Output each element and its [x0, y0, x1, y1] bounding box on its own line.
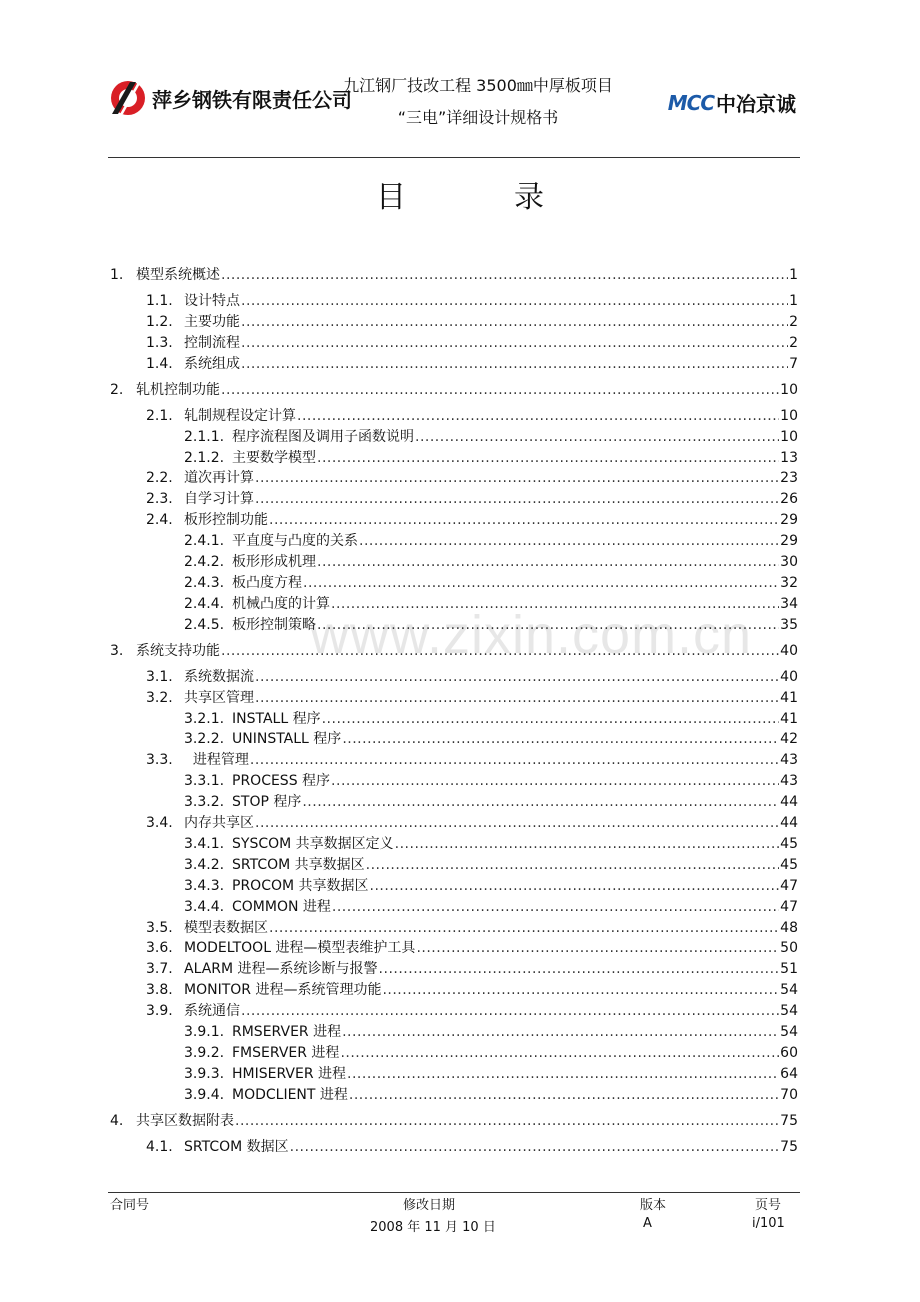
toc-dot-leader: [359, 533, 779, 549]
toc-entry[interactable]: [108, 749, 798, 769]
toc-entry-number: 3.4.4.: [184, 898, 225, 915]
mcc-logo: [668, 88, 796, 117]
toc-entry-number: 3.8.: [146, 982, 173, 999]
toc-entry-number: 1.3.: [146, 334, 173, 351]
toc-heading-char-2: 录: [514, 180, 544, 215]
toc-entry-label: 轧制规程设定计算: [184, 407, 296, 424]
toc-entry-label: MODCLIENT 进程: [232, 1086, 348, 1103]
mcc-mark: MCC: [667, 90, 714, 115]
toc-entry-number: 3.3.2.: [184, 794, 225, 811]
toc-entry-number: 3.2.1.: [184, 710, 225, 727]
toc-entry-page: 64: [780, 1065, 798, 1082]
toc-entry-page: 54: [780, 1003, 798, 1020]
toc-entry-number: 3.9.2.: [184, 1044, 225, 1061]
watermark: www.zixin.com.cn: [310, 605, 753, 665]
toc-entry-label: FMSERVER 进程: [232, 1044, 340, 1061]
toc-entry-label: 系统数据流: [184, 668, 254, 685]
toc-dot-leader: [302, 794, 779, 810]
toc-entry-number: 2.1.1.: [184, 428, 225, 445]
toc-entry-number: 3.9.3.: [184, 1065, 225, 1082]
toc-dot-leader: [347, 1066, 779, 1082]
toc-entry[interactable]: [108, 1063, 798, 1083]
toc-entry-label: 板凸度方程: [232, 574, 302, 591]
toc-dot-leader: [331, 773, 779, 789]
toc-dot-leader: [349, 1087, 779, 1103]
footer-contract-label: 合同号: [110, 1198, 150, 1213]
footer-page-label: 页号: [755, 1198, 782, 1213]
toc-dot-leader: [241, 335, 788, 351]
toc-entry-number: 2.: [110, 381, 124, 398]
toc-dot-leader: [241, 314, 788, 330]
footer-version-value: A: [643, 1216, 652, 1231]
toc-entry[interactable]: [108, 593, 798, 613]
toc-dot-leader: [303, 575, 779, 591]
toc-entry-label: HMISERVER 进程: [232, 1065, 347, 1082]
toc-entry-label: 共享区数据附表: [136, 1112, 234, 1129]
toc-dot-leader: [221, 267, 788, 283]
toc-entry-page: 34: [780, 595, 798, 612]
company-logo: [108, 78, 352, 118]
toc-entry-page: 1: [789, 293, 798, 309]
toc-entry-number: 3.6.: [146, 940, 173, 957]
pisteel-logo-icon: [108, 78, 148, 118]
toc-entry[interactable]: [108, 728, 798, 748]
toc-entry-page: 10: [780, 407, 798, 424]
toc-entry-label: INSTALL 程序: [232, 710, 321, 727]
toc-entry-number: 2.4.1.: [184, 533, 225, 550]
toc-entry-page: 47: [780, 898, 798, 915]
toc-entry[interactable]: [108, 447, 798, 467]
toc-entry-label: RMSERVER 进程: [232, 1024, 342, 1040]
toc-entry[interactable]: [108, 666, 798, 686]
footer-page-value: i/101: [752, 1216, 785, 1231]
toc-entry-number: 4.: [110, 1112, 124, 1129]
toc-entry-number: 3.4.2.: [184, 856, 225, 873]
toc-entry-page: 2: [789, 334, 798, 351]
toc-entry[interactable]: [108, 1136, 798, 1156]
toc-entry[interactable]: [108, 1084, 798, 1104]
toc-entry-number: 3.2.: [146, 689, 173, 706]
title-line-1: 九江钢厂技改工程 3500㎜中厚板项目: [343, 76, 613, 95]
toc-entry-page: 60: [780, 1044, 798, 1061]
toc-entry-page: 40: [780, 642, 798, 659]
mcc-brand: 中冶京诚: [716, 92, 796, 116]
toc-dot-leader: [241, 293, 788, 309]
toc-entry-label: MONITOR 进程—系统管理功能: [184, 982, 382, 999]
toc-dot-leader: [235, 1113, 779, 1129]
toc-entry-label: 板形控制策略: [232, 616, 316, 633]
toc-entry-number: 2.4.: [146, 512, 173, 529]
toc-entry-page: 44: [780, 815, 798, 831]
toc-entry-number: 3.4.: [146, 815, 173, 831]
footer-divider: [108, 1192, 800, 1193]
toc-entry-number: 3.9.1.: [184, 1024, 225, 1040]
title-line-2: “三电”详细设计规格书: [397, 108, 559, 127]
toc-entry-page: 10: [780, 428, 798, 445]
toc-entry[interactable]: [108, 687, 798, 707]
toc-entry-number: 1.2.: [146, 313, 173, 330]
toc-dot-leader: [317, 450, 779, 466]
toc-entry-page: 54: [780, 1024, 798, 1040]
toc-entry-page: 41: [780, 710, 798, 727]
toc-entry-page: 29: [780, 512, 798, 529]
toc-entry-label: COMMON 进程: [232, 898, 331, 915]
toc-entry-page: 32: [780, 574, 798, 591]
toc-entry-label: 板形形成机理: [232, 554, 316, 570]
toc-entry-number: 2.4.5.: [184, 616, 225, 633]
toc-dot-leader: [317, 617, 779, 633]
toc-entry-label: 模型系统概述: [136, 267, 220, 283]
toc-entry-label: STOP 程序: [232, 794, 302, 811]
toc-entry-label: 主要数学模型: [232, 449, 316, 466]
page-header: [108, 66, 800, 156]
toc-entry-page: 40: [780, 668, 798, 685]
toc-entry-label: SRTCOM 共享数据区: [232, 856, 365, 873]
toc-entry-number: 3.3.: [146, 752, 173, 769]
toc-entry[interactable]: [108, 1110, 798, 1130]
toc-entry-number: 1.1.: [146, 293, 173, 309]
toc-entry-number: 2.4.2.: [184, 554, 225, 570]
toc-entry-label: 机械凸度的计算: [232, 595, 330, 612]
toc-entry-number: 2.1.: [146, 407, 173, 424]
toc-dot-leader: [342, 731, 779, 747]
toc-dot-leader: [379, 961, 780, 977]
toc-entry[interactable]: [108, 264, 798, 284]
toc-dot-leader: [416, 940, 779, 956]
toc-entry[interactable]: [108, 1042, 798, 1062]
toc-entry[interactable]: [108, 958, 798, 978]
toc-entry-label: MODELTOOL 进程—模型表维护工具: [184, 940, 416, 957]
toc-dot-leader: [415, 429, 779, 445]
toc-dot-leader: [255, 815, 779, 831]
toc-dot-leader: [255, 690, 779, 706]
toc-entry-number: 3.4.3.: [184, 877, 225, 894]
toc-entry[interactable]: [108, 770, 798, 790]
toc-entry-number: 3.1.: [146, 668, 173, 685]
toc-entry-number: 3.3.1.: [184, 773, 225, 790]
toc-entry-number: 2.4.3.: [184, 574, 225, 591]
toc-dot-leader: [241, 356, 788, 372]
toc-entry-page: 51: [780, 961, 798, 978]
toc-entry-page: 23: [780, 470, 798, 487]
toc-dot-leader: [255, 491, 779, 507]
company-name: 萍乡钢铁有限责任公司: [152, 87, 352, 112]
toc-entry-page: 1: [789, 267, 798, 283]
toc-dot-leader: [395, 836, 780, 852]
toc-dot-leader: [269, 512, 779, 528]
toc-entry[interactable]: [108, 488, 798, 508]
toc-entry[interactable]: [108, 833, 798, 853]
footer-version-label: 版本: [640, 1198, 667, 1213]
toc-dot-leader: [332, 899, 779, 915]
toc-dot-leader: [370, 878, 780, 894]
toc-entry-page: 75: [780, 1138, 798, 1155]
header-divider: [108, 157, 800, 158]
toc-dot-leader: [342, 1024, 779, 1040]
toc-entry-page: 75: [780, 1112, 798, 1129]
toc-entry[interactable]: [108, 640, 798, 660]
toc-entry[interactable]: [108, 1000, 798, 1020]
toc-entry-label: 共享区管理: [184, 689, 254, 706]
toc-entry[interactable]: [108, 937, 798, 957]
toc-entry-number: 2.4.4.: [184, 595, 225, 612]
toc-entry-number: 3.4.1.: [184, 835, 225, 852]
toc-entry-number: 1.4.: [146, 355, 173, 372]
toc-dot-leader: [250, 752, 779, 768]
toc-dot-leader: [317, 554, 779, 570]
toc-entry-label: 自学习计算: [184, 491, 254, 508]
toc-entry-number: 3.9.: [146, 1003, 173, 1020]
toc-entry-label: 轧机控制功能: [136, 381, 220, 398]
toc-entry-number: 3.9.4.: [184, 1086, 225, 1103]
toc-entry[interactable]: [108, 1021, 798, 1041]
toc-entry-label: PROCOM 共享数据区: [232, 877, 369, 894]
toc-entry-label: 内存共享区: [184, 815, 254, 831]
toc-entry-label: 板形控制功能: [184, 512, 268, 529]
toc-dot-leader: [290, 1139, 780, 1155]
toc-entry-page: 43: [780, 752, 798, 769]
toc-entry[interactable]: [108, 614, 798, 634]
toc-dot-leader: [382, 982, 779, 998]
toc-entry-label: 系统通信: [184, 1003, 240, 1020]
toc-dot-leader: [269, 920, 779, 936]
toc-entry-label: 系统组成: [184, 355, 240, 372]
toc-entry-page: 45: [780, 835, 798, 852]
toc-entry-page: 50: [780, 940, 798, 957]
toc-entry-number: 2.1.2.: [184, 449, 225, 466]
toc-entry-page: 35: [780, 616, 798, 633]
toc-entry-number: 3.7.: [146, 961, 173, 978]
toc-dot-leader: [221, 382, 779, 398]
toc-entry-label: 控制流程: [184, 334, 240, 351]
toc-entry[interactable]: [108, 405, 798, 425]
toc-entry-page: 44: [780, 794, 798, 811]
toc-entry-label: 程序流程图及调用子函数说明: [232, 428, 414, 445]
toc-entry[interactable]: [108, 854, 798, 874]
toc-entry-page: 43: [780, 773, 798, 790]
toc-entry-page: 70: [780, 1086, 798, 1103]
toc-entry-number: 1.: [110, 267, 124, 283]
footer-date-value: 2008 年 11 月 10 日: [370, 1220, 496, 1235]
toc-entry-label: SYSCOM 共享数据区定义: [232, 835, 394, 852]
toc-entry[interactable]: [108, 979, 798, 999]
toc-entry-label: 系统支持功能: [136, 642, 220, 659]
toc-entry[interactable]: [108, 467, 798, 487]
toc-entry[interactable]: [108, 530, 798, 550]
toc-entry-number: 2.2.: [146, 470, 173, 487]
toc-dot-leader: [241, 1003, 779, 1019]
toc-entry[interactable]: [108, 353, 798, 373]
toc-entry-label: 平直度与凸度的关系: [232, 533, 358, 550]
toc-entry[interactable]: [108, 379, 798, 399]
toc-entry-number: 2.3.: [146, 491, 173, 508]
toc-dot-leader: [297, 408, 779, 424]
toc-entry-label: 主要功能: [184, 313, 240, 330]
toc-heading-char-1: 目: [376, 180, 406, 215]
toc-entry[interactable]: [108, 509, 798, 529]
toc-entry-page: 13: [780, 449, 798, 466]
toc-entry-page: 7: [789, 355, 798, 372]
toc-dot-leader: [255, 669, 779, 685]
toc-entry-page: 10: [780, 381, 798, 398]
toc-entry-label: 道次再计算: [184, 470, 254, 487]
toc-heading: [0, 172, 920, 216]
toc-entry[interactable]: [108, 896, 798, 916]
document-title: [328, 70, 628, 134]
toc-dot-leader: [255, 470, 779, 486]
toc-entry[interactable]: [108, 311, 798, 331]
toc-entry-page: 48: [780, 919, 798, 936]
toc-entry[interactable]: [108, 572, 798, 592]
toc-entry-label: 设计特点: [184, 293, 240, 309]
toc-entry-page: 54: [780, 982, 798, 999]
toc-entry[interactable]: [108, 812, 798, 832]
toc-entry-page: 45: [780, 856, 798, 873]
footer-date-label: 修改日期: [403, 1198, 456, 1213]
toc-entry[interactable]: [108, 791, 798, 811]
toc-entry-page: 29: [780, 533, 798, 550]
toc-entry-label: 进程管理: [184, 752, 249, 769]
toc-entry-label: PROCESS 程序: [232, 773, 331, 790]
toc-entry-number: 3.: [110, 642, 124, 659]
toc-entry-number: 4.1.: [146, 1138, 173, 1155]
toc-entry-page: 41: [780, 689, 798, 706]
toc-dot-leader: [331, 596, 779, 612]
toc-entry-number: 3.5.: [146, 919, 173, 936]
toc-dot-leader: [221, 643, 779, 659]
toc-entry[interactable]: [108, 426, 798, 446]
toc-dot-leader: [322, 711, 780, 727]
toc-entry[interactable]: [108, 551, 798, 571]
toc-dot-leader: [340, 1045, 779, 1061]
toc-dot-leader: [366, 857, 780, 873]
toc-entry-label: ALARM 进程—系统诊断与报警: [184, 961, 378, 978]
toc-entry[interactable]: [108, 332, 798, 352]
toc-entry-label: 模型表数据区: [184, 919, 268, 936]
toc-entry[interactable]: [108, 290, 798, 310]
toc-entry[interactable]: [108, 875, 798, 895]
toc-entry[interactable]: [108, 708, 798, 728]
toc-entry-page: 47: [780, 877, 798, 894]
toc-entry-page: 26: [780, 491, 798, 508]
toc-entry-number: 3.2.2.: [184, 731, 225, 748]
toc-entry-page: 42: [780, 731, 798, 748]
toc-entry-label: UNINSTALL 程序: [232, 731, 342, 748]
toc-entry-label: SRTCOM 数据区: [184, 1138, 289, 1155]
toc-entry-page: 30: [780, 554, 798, 570]
toc-entry-page: 2: [789, 313, 798, 330]
toc-entry[interactable]: [108, 917, 798, 937]
